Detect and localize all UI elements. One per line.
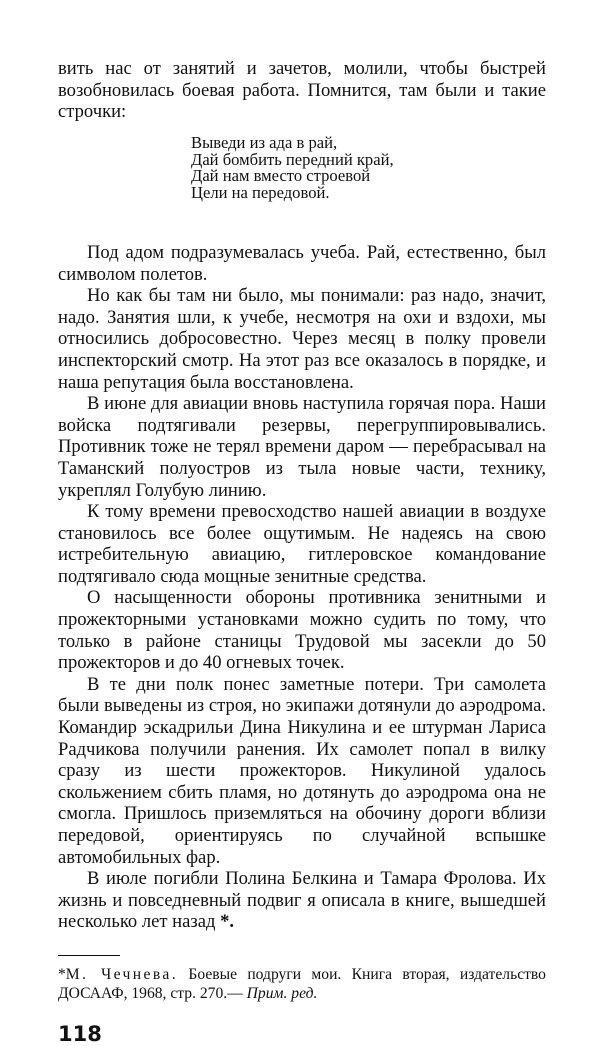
footnote-divider [58, 955, 120, 956]
verse-line-3: Дай нам вместо строевой [191, 166, 371, 186]
paragraph-1: Под адом подразумевалась учеба. Рай, естественно, был символом полетов. [58, 241, 546, 285]
footnote-author: М. Чечнева. [65, 965, 179, 983]
paragraph-7-text: В июле погибли Полина Белкина и Тамара Фролова. Их жизнь и повседневный подвиг я описала в книге, вышедшей несколько лет назад [58, 868, 546, 933]
footnote [58, 965, 546, 1003]
verse-line-1: Выведи из ада в рай, [191, 132, 338, 152]
intro-paragraph: вить нас от занятий и зачетов, молили, чтобы быстрей возобновилась боевая работа. Помнится, там были и такие строчки: [58, 58, 546, 123]
verse-line-4: Цели на передовой. [191, 183, 330, 203]
paragraph-2: Но как бы там ни было, мы понимали: раз надо, значит, надо. Занятия шли, к учебе, несмотря на охи и вздохи, мы относились добросовестно. Через месяц в полку провели инспекторский смотр. На этот раз все оказалось в порядке, и наша репутация была восстановлена. [58, 285, 546, 393]
footnote-body: Боевые подруги мои. Книга вторая, издательство ДОСААФ, 1968, стр. 270.— [58, 965, 546, 1002]
main-text [58, 58, 546, 933]
paragraph-5: О насыщенности обороны противника зенитными и прожекторными установками можно судить по тому, что только в районе станицы Трудовой мы засекли до 50 прожекторов и до 40 огневых точек. [58, 587, 546, 674]
book-page [58, 58, 546, 1046]
footnote-editor-note: Прим. ред. [242, 984, 318, 1002]
footnote-reference: *. [215, 911, 235, 933]
footnote-marker: * [58, 965, 66, 983]
paragraph-4: К тому времени превосходство нашей авиации в воздухе становилось все более ощутимым. Не надеясь на свою истребительную авиацию, гитлеровское командование подтягивало сюда мощные зенитные средства. [58, 501, 546, 587]
paragraph-7 [58, 868, 546, 933]
verse-block [191, 132, 546, 203]
paragraph-6: В те дни полк понес заметные потери. Три самолета были выведены из строя, но экипажи дотянули до аэродрома. Командир эскадрильи Дина Никулина и ее штурман Лариса Радчикова получили ранения. Их самолет попал в вилку сразу из шести прожекторов. Никулиной удалось скольжением сбить пламя, но дотянуть до аэродрома она не смогла. Пришлось приземляться на обочину дороги вблизи передовой, ориентируясь по случайной вспышке автомобильных фар. [58, 673, 546, 868]
verse-line-2: Дай бомбить передний край, [191, 149, 394, 169]
page-number: 118 [58, 1021, 102, 1046]
paragraph-3: В июне для авиации вновь наступила горячая пора. Наши войска подтягивали резервы, перегруппировывались. Противник тоже не терял времени даром — перебрасывал на Таманский полуостров из тыла новые части, технику, укреплял Голубую линию. [58, 393, 546, 501]
